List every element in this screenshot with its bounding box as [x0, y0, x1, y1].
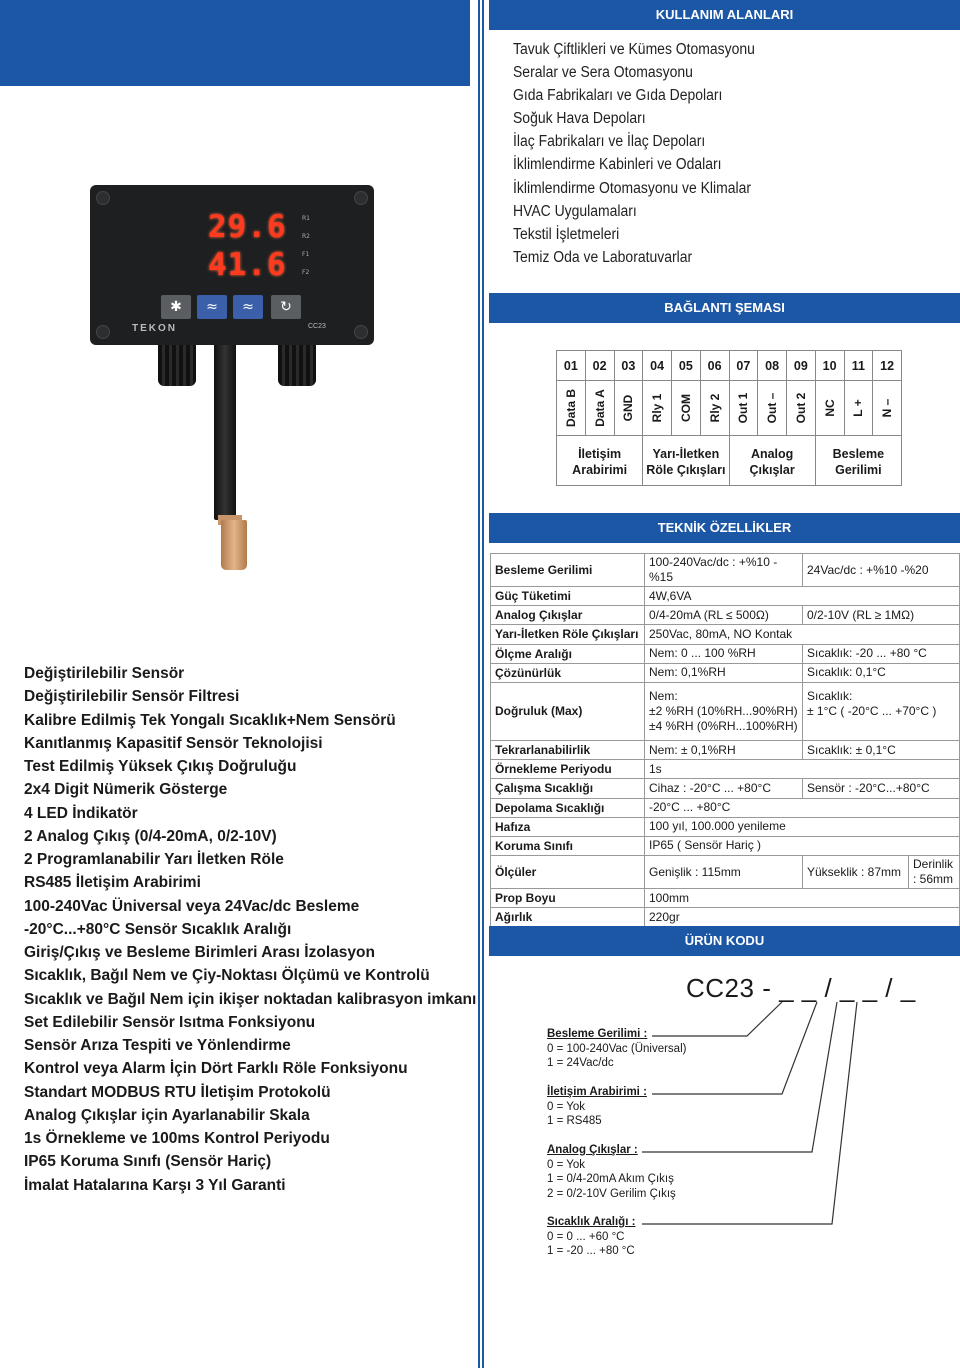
feature-item: IP65 Koruma Sınıfı (Sensör Hariç) — [24, 1153, 272, 1171]
terminal-number: 08 — [758, 351, 787, 381]
table-row — [491, 682, 960, 740]
feature-item: 2x4 Digit Nümerik Gösterge — [24, 781, 228, 799]
feature-item: Kontrol veya Alarm İçin Dört Farklı Röle Fonksiyonu — [24, 1060, 408, 1078]
terminal-number: 04 — [643, 351, 672, 381]
spec-line: Nem: — [649, 688, 678, 703]
usage-item: Seralar ve Sera Otomasyonu — [513, 64, 693, 82]
terminal-label: Rly 2 — [707, 393, 722, 423]
terminal-number: 05 — [672, 351, 701, 381]
table-row — [491, 908, 960, 927]
table-row — [491, 740, 960, 759]
product-code-header: ÜRÜN KODU — [489, 926, 960, 956]
usage-item: Tekstil İşletmeleri — [513, 225, 620, 243]
code-option: 1 = RS485 — [547, 1115, 602, 1128]
terminal-label-cell — [614, 381, 643, 436]
screw-icon — [354, 191, 368, 205]
screw-icon — [96, 325, 110, 339]
code-option: 1 = -20 ... +80 °C — [547, 1245, 635, 1258]
terminal-number: 10 — [815, 351, 844, 381]
terminal-label-cell — [557, 381, 586, 436]
led-label: R1 — [302, 215, 310, 222]
brand-logo: TEKON — [132, 323, 177, 334]
connection-table — [556, 350, 902, 486]
table-row — [491, 554, 960, 587]
table-row — [491, 760, 960, 779]
spec-value: Sensör : -20°C...+80°C — [803, 779, 960, 798]
spec-value: Nem: ± 0,1%RH — [645, 740, 803, 759]
spec-value: 100 yıl, 100.000 yenileme — [645, 817, 960, 836]
terminal-label: L + — [851, 399, 866, 417]
spec-value: -20°C ... +80°C — [645, 798, 960, 817]
table-row — [491, 798, 960, 817]
terminal-label-cell — [815, 381, 844, 436]
usage-item: Tavuk Çiftlikleri ve Kümes Otomasyonu — [513, 41, 755, 58]
terminal-label-cell — [787, 381, 816, 436]
terminal-label-cell — [729, 381, 758, 436]
group-line: Analog — [750, 446, 794, 461]
spec-key: Analog Çıkışlar — [491, 606, 645, 625]
terminal-number: 11 — [844, 351, 873, 381]
code-option: 0 = 100-240Vac (Üniversal) — [547, 1042, 687, 1055]
feature-item: Sıcaklık ve Bağıl Nem için ikişer noktadan kalibrasyon imkanı — [24, 990, 477, 1008]
table-row — [491, 663, 960, 682]
feature-item: 2 Analog Çıkış (0/4-20mA, 0/2-10V) — [24, 827, 277, 845]
terminal-label: GND — [621, 394, 636, 422]
table-row — [491, 606, 960, 625]
code-block-temp-range — [547, 1215, 635, 1259]
spec-key: Örnekleme Periyodu — [491, 760, 645, 779]
terminal-number: 07 — [729, 351, 758, 381]
spec-value: 250Vac, 80mA, NO Kontak — [645, 625, 960, 644]
table-row — [491, 779, 960, 798]
feature-item: Kanıtlanmış Kapasitif Sensör Teknolojisi — [24, 734, 323, 752]
spec-value: Nem: 0,1%RH — [645, 663, 803, 682]
spec-line: Sıcaklık: — [807, 688, 853, 703]
terminal-label-cell — [700, 381, 729, 436]
spec-value: Yükseklik : 87mm — [803, 856, 909, 889]
code-option: 0 = 0 ... +60 °C — [547, 1230, 625, 1243]
display-top: 29.6 — [208, 209, 287, 245]
screw-icon — [96, 191, 110, 205]
feature-item: 4 LED İndikatör — [24, 804, 138, 822]
spec-key: Doğruluk (Max) — [491, 682, 645, 740]
spec-value: Sıcaklık: 0,1°C — [803, 663, 960, 682]
sensor-probe — [214, 340, 236, 520]
terminal-label: N – — [880, 398, 895, 418]
spec-key: Prop Boyu — [491, 889, 645, 908]
spec-value: 220gr — [645, 908, 960, 927]
terminal-label-cell — [643, 381, 672, 436]
code-option: 2 = 0/2-10V Gerilim Çıkış — [547, 1187, 676, 1200]
terminal-label-cell — [758, 381, 787, 436]
usage-item: Gıda Fabrikaları ve Gıda Depoları — [513, 87, 723, 105]
spec-line: ± 1°C ( -20°C ... +70°C ) — [807, 703, 937, 718]
feature-item: Kalibre Edilmiş Tek Yongalı Sıcaklık+Nem Sensörü — [24, 711, 396, 729]
spec-value: Cihaz : -20°C ... +80°C — [645, 779, 803, 798]
spec-value: Derinlik : 56mm — [909, 856, 960, 889]
group-line: Röle Çıkışları — [646, 462, 726, 477]
spec-value: Genişlik : 115mm — [645, 856, 803, 889]
led-label: F2 — [302, 269, 310, 276]
code-block-title: Besleme Gerilimi : — [547, 1028, 648, 1040]
leader-line — [642, 1002, 837, 1152]
terminal-number: 02 — [585, 351, 614, 381]
usage-item: İklimlendirme Kabinleri ve Odaları — [513, 156, 722, 174]
terminal-label: NC — [822, 399, 837, 417]
terminal-label: Out – — [765, 392, 780, 424]
code-block-title: Sıcaklık Aralığı : — [547, 1216, 636, 1228]
model-tag: CC23 — [308, 323, 326, 330]
terminal-group — [729, 436, 815, 486]
group-line: Gerilimi — [835, 462, 882, 477]
feature-item: 2 Programlanabilir Yarı İletken Röle — [24, 851, 284, 868]
table-row — [491, 625, 960, 644]
terminal-label-cell — [672, 381, 701, 436]
feature-item: RS485 İletişim Arabirimi — [24, 874, 201, 892]
terminal-label-cell — [873, 381, 902, 436]
feature-item: Standart MODBUS RTU İletişim Protokolü — [24, 1083, 331, 1101]
spec-key: Güç Tüketimi — [491, 587, 645, 606]
code-block-title: Analog Çıkışlar : — [547, 1144, 638, 1156]
terminal-number: 03 — [614, 351, 643, 381]
feature-list — [24, 662, 476, 1197]
code-block-comm — [547, 1085, 647, 1129]
spec-value: 24Vac/dc : +%10 -%20 — [803, 554, 960, 587]
terminal-group — [643, 436, 729, 486]
specs-table — [490, 553, 960, 927]
feature-item: Değiştirilebilir Sensör Filtresi — [24, 688, 240, 706]
terminal-label: COM — [678, 394, 693, 422]
refresh-button[interactable]: ↻ — [271, 295, 301, 319]
spec-value: Nem: 0 ... 100 %RH — [645, 644, 803, 663]
led-label: F1 — [302, 251, 310, 258]
spec-line: ±4 %RH (0%RH...100%RH) — [649, 718, 798, 733]
feature-item: İmalat Hatalarına Karşı 3 Yıl Garanti — [24, 1176, 286, 1194]
table-row — [491, 836, 960, 855]
terminal-group — [557, 436, 643, 486]
terminal-group — [815, 436, 901, 486]
spec-key: Hafıza — [491, 817, 645, 836]
spec-value: 100-240Vac/dc : +%10 -%15 — [645, 554, 803, 587]
led-label: R2 — [302, 233, 310, 240]
spec-value: 1s — [645, 760, 960, 779]
usage-item: Temiz Oda ve Laboratuvarlar — [513, 248, 693, 266]
spec-key: Besleme Gerilimi — [491, 554, 645, 587]
usage-item: HVAC Uygulamaları — [513, 202, 637, 220]
down-button[interactable]: ≈ — [233, 295, 263, 319]
feature-item: Sıcaklık, Bağıl Nem ve Çiy-Noktası Ölçümü ve Kontrolü — [24, 967, 430, 985]
spec-key: Ölçme Aralığı — [491, 644, 645, 663]
spec-value: 0/2-10V (RL ≥ 1MΩ) — [803, 606, 960, 625]
set-button[interactable]: ✱ — [161, 295, 191, 319]
spec-key: Koruma Sınıfı — [491, 836, 645, 855]
spec-value: 0/4-20mA (RL ≤ 500Ω) — [645, 606, 803, 625]
device-front — [90, 185, 374, 345]
group-line: Arabirimi — [572, 462, 628, 477]
usage-header: KULLANIM ALANLARI — [489, 0, 960, 30]
terminal-label: Rly 1 — [650, 393, 665, 423]
display-bottom: 41.6 — [208, 247, 287, 283]
spec-key: Çalışma Sıcaklığı — [491, 779, 645, 798]
spec-value: 4W,6VA — [645, 587, 960, 606]
table-row — [491, 587, 960, 606]
feature-item: Sensör Arıza Tespiti ve Yönlendirme — [24, 1037, 291, 1054]
spec-key: Tekrarlanabilirlik — [491, 740, 645, 759]
table-row — [491, 889, 960, 908]
spec-value: 100mm — [645, 889, 960, 908]
connection-header: BAĞLANTI ŞEMASI — [489, 293, 960, 323]
terminal-label: Out 1 — [736, 392, 751, 424]
group-line: Besleme — [832, 446, 885, 461]
product-code: CC23 - _ _ / _ _ / _ — [686, 973, 916, 1003]
feature-item: Giriş/Çıkış ve Besleme Birimleri Arası İzolasyon — [24, 944, 375, 961]
cable-gland-left — [158, 338, 196, 386]
code-option: 1 = 24Vac/dc — [547, 1057, 614, 1070]
column-divider — [478, 0, 484, 1368]
group-line: İletişim — [578, 446, 622, 461]
feature-item: Set Edilebilir Sensör Isıtma Fonksiyonu — [24, 1013, 316, 1031]
terminal-number: 09 — [787, 351, 816, 381]
spec-key: Yarı-İletken Röle Çıkışları — [491, 625, 645, 644]
terminal-number: 06 — [700, 351, 729, 381]
code-block-analog — [547, 1143, 676, 1201]
feature-item: 1s Örnekleme ve 100ms Kontrol Periyodu — [24, 1130, 330, 1147]
spec-value: IP65 ( Sensör Hariç ) — [645, 836, 960, 855]
spec-value: Sıcaklık: ± 0,1°C — [803, 740, 960, 759]
code-option: 0 = Yok — [547, 1100, 586, 1113]
table-row — [491, 856, 960, 889]
terminal-label: Out 2 — [793, 392, 808, 424]
table-row — [491, 644, 960, 663]
usage-item: Soğuk Hava Depoları — [513, 110, 646, 128]
table-row — [491, 817, 960, 836]
screw-icon — [354, 325, 368, 339]
spec-line: ±2 %RH (10%RH...90%RH) — [649, 703, 798, 718]
specs-header: TEKNİK ÖZELLİKLER — [489, 513, 960, 543]
spec-key: Çözünürlük — [491, 663, 645, 682]
cable-gland-right — [278, 338, 316, 386]
code-option: 1 = 0/4-20mA Akım Çıkış — [547, 1173, 674, 1186]
code-block-title: İletişim Arabirimi : — [547, 1086, 647, 1098]
group-line: Çıkışlar — [749, 462, 795, 477]
spec-value: Sıcaklık: -20 ... +80 °C — [803, 644, 960, 663]
terminal-label-cell — [844, 381, 873, 436]
terminal-label-cell — [585, 381, 614, 436]
terminal-label: Data A — [592, 389, 607, 427]
top-banner — [0, 0, 470, 86]
terminal-label: Data B — [563, 388, 578, 428]
spec-key: Ağırlık — [491, 908, 645, 927]
up-button[interactable]: ≈ — [197, 295, 227, 319]
usage-item: İklimlendirme Otomasyonu ve Klimalar — [513, 179, 752, 197]
spec-value — [803, 682, 960, 740]
group-line: Yarı-İletken — [652, 446, 720, 461]
usage-list — [513, 38, 782, 269]
feature-item: Değiştirilebilir Sensör — [24, 665, 185, 682]
spec-key: Ölçüler — [491, 856, 645, 889]
feature-item: Analog Çıkışlar için Ayarlanabilir Skala — [24, 1106, 310, 1124]
usage-item: İlaç Fabrikaları ve İlaç Depoları — [513, 133, 706, 151]
feature-item: -20°C...+80°C Sensör Sıcaklık Aralığı — [24, 920, 292, 938]
terminal-number: 12 — [873, 351, 902, 381]
sensor-filter-tip — [221, 520, 247, 570]
feature-item: Test Edilmiş Yüksek Çıkış Doğruluğu — [24, 758, 297, 775]
code-option: 0 = Yok — [547, 1158, 586, 1171]
terminal-number: 01 — [557, 351, 586, 381]
spec-value — [645, 682, 803, 740]
feature-item: 100-240Vac Üniversal veya 24Vac/dc Besleme — [24, 897, 360, 915]
spec-key: Depolama Sıcaklığı — [491, 798, 645, 817]
code-block-supply — [547, 1027, 686, 1071]
